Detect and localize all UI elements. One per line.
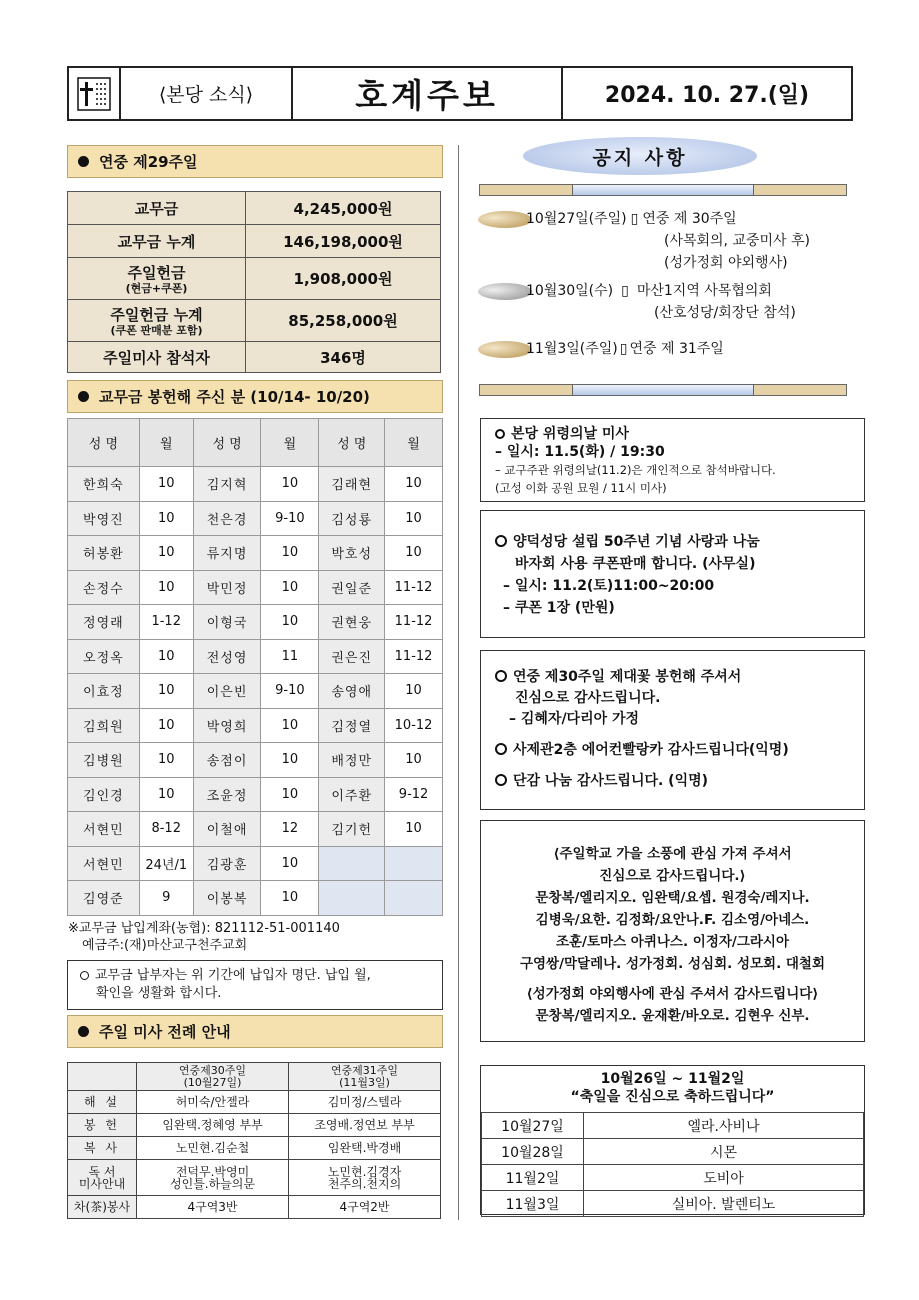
donor-name: 김지혁 — [193, 467, 261, 502]
header-category: ⟨본당 소식⟩ — [121, 68, 293, 119]
notice-text: 마산1지역 사목협의회 — [636, 283, 772, 299]
box1-line: – 일시: 11.5(화) / 19:30 — [495, 444, 665, 460]
liturgy-role: 차(茶)봉사 — [68, 1196, 137, 1219]
box2-line: – 일시: 11.2(토)11:00~20:00 — [503, 578, 715, 594]
offering-summary — [67, 191, 441, 373]
box1-line: – 교구주관 위령의날(11.2)은 개인적으로 참석바랍니다. — [495, 463, 776, 477]
table-row — [68, 777, 443, 812]
donor-name: 천은경 — [193, 501, 261, 536]
donor-month: 10 — [261, 570, 319, 605]
column-divider — [458, 145, 459, 1220]
donor-name: 이봉복 — [193, 881, 261, 916]
feast-names: 엘라.사비나 — [584, 1113, 864, 1139]
notice-item — [478, 338, 858, 360]
liturgy-week-name: 연중제31주일 — [330, 1063, 399, 1077]
liturgy-section-bar — [67, 1015, 443, 1048]
circle-bullet-icon — [495, 535, 507, 547]
donor-month: 10 — [139, 536, 193, 571]
feast-header — [481, 1066, 864, 1112]
feast-period: 10월26일 ~ 11월2일 — [600, 1071, 745, 1087]
bullet-icon — [78, 391, 89, 402]
box1-line: (고성 이화 공원 묘원 / 11시 미사) — [495, 481, 667, 495]
donor-name: 이주환 — [319, 777, 385, 812]
donor-section-title: 교무금 봉헌해 주신 분 (10/14- 10/20) — [99, 388, 370, 406]
notice-sub: (사목회의, 교중미사 후) — [664, 233, 810, 249]
pill-icon — [478, 283, 532, 300]
donor-month: 10 — [385, 501, 443, 536]
circle-bullet-icon — [80, 971, 89, 980]
donor-month: 10 — [261, 881, 319, 916]
donor-month: 24년/1 — [139, 846, 193, 881]
box3-line: – 김혜자/다리아 가정 — [509, 711, 640, 727]
liturgy-cell: 임완택.박경배 — [289, 1137, 441, 1160]
donor-name: 배정만 — [319, 743, 385, 778]
liturgy-role: 해 설 — [68, 1091, 137, 1114]
thanks-box — [480, 650, 865, 810]
donor-month: 10 — [261, 605, 319, 640]
donor-month: 10 — [261, 777, 319, 812]
circle-bullet-icon — [495, 774, 507, 786]
pill-icon — [478, 341, 532, 358]
liturgy-cell: 성인틀.하늘의문 — [170, 1176, 255, 1191]
donor-name: 전성영 — [193, 639, 261, 674]
donor-name: 김인경 — [68, 777, 140, 812]
summary-value: 346명 — [246, 342, 441, 373]
table-row — [68, 881, 443, 916]
box2-line: – 쿠폰 1장 (만원) — [503, 600, 615, 616]
donor-note-line: 교무금 납부자는 위 기간에 납입자 명단. 납입 월, — [95, 968, 371, 983]
donor-name: 박민정 — [193, 570, 261, 605]
liturgy-role: 복 사 — [68, 1137, 137, 1160]
donor-name: 송영애 — [319, 674, 385, 709]
feast-names: 도비아 — [584, 1165, 864, 1191]
donor-month: 10 — [139, 743, 193, 778]
bazaar-box — [480, 510, 865, 638]
donor-table — [67, 418, 443, 916]
donor-name: 권현웅 — [319, 605, 385, 640]
account-line: ※교무금 납입계좌(농협): 821112-51-001140 — [68, 921, 340, 936]
notice-title: 공지 사항 — [523, 137, 757, 175]
notice-item — [478, 208, 858, 230]
empty-cell — [68, 1063, 137, 1091]
donor-month: 9-12 — [385, 777, 443, 812]
feast-date: 10월28일 — [482, 1139, 584, 1165]
donor-month: 10 — [139, 708, 193, 743]
donor-month: 1-12 — [139, 605, 193, 640]
donor-name: 이철애 — [193, 812, 261, 847]
notice-date: 10월30일(수) — [526, 283, 614, 299]
liturgy-week-date: (11월3일) — [339, 1075, 390, 1089]
col-header: 성 명 — [193, 419, 261, 467]
summary-label: 주일헌금 누계 — [110, 306, 203, 324]
liturgy-week-date: (10월27일) — [183, 1075, 242, 1089]
feast-date: 11월2일 — [482, 1165, 584, 1191]
col-header: 월 — [139, 419, 193, 467]
empty-cell — [319, 881, 385, 916]
donor-month: 12 — [261, 812, 319, 847]
summary-label: 주일헌금 — [127, 264, 186, 282]
donor-month: 10 — [139, 674, 193, 709]
box4-line: 김병욱/요한. 김정화/요안나.F. 김소영/아네스. — [535, 912, 810, 928]
liturgy-role: 봉 헌 — [68, 1114, 137, 1137]
table-row — [68, 812, 443, 847]
donor-note-box — [67, 960, 443, 1010]
box3-line: 사제관2층 에어컨빨랑카 감사드립니다(익명) — [513, 742, 789, 758]
col-header: 성 명 — [68, 419, 140, 467]
liturgy-cell: 노민현.김순철 — [137, 1137, 289, 1160]
summary-value: 4,245,000원 — [246, 192, 441, 225]
empty-cell — [319, 846, 385, 881]
donor-month: 9 — [139, 881, 193, 916]
week-section-bar — [67, 145, 443, 178]
summary-label: 교무금 누계 — [68, 225, 246, 258]
donor-month: 10 — [261, 708, 319, 743]
box3-line: 진심으로 감사드립니다. — [515, 690, 661, 706]
week-section-title: 연중 제29주일 — [99, 153, 198, 171]
col-header: 성 명 — [319, 419, 385, 467]
donor-name: 김영준 — [68, 881, 140, 916]
bullet-icon — [78, 156, 89, 167]
donor-month: 10 — [139, 501, 193, 536]
donor-month: 10 — [139, 777, 193, 812]
liturgy-cell: 천주의.천지의 — [327, 1176, 402, 1191]
donor-note-line: 확인을 생활화 합시다. — [96, 986, 222, 1001]
donor-name: 손정수 — [68, 570, 140, 605]
school-thanks-box — [480, 820, 865, 1042]
donor-name: 정영래 — [68, 605, 140, 640]
donor-month: 10 — [385, 743, 443, 778]
donor-month: 10 — [385, 674, 443, 709]
donor-month: 11-12 — [385, 570, 443, 605]
donor-month: 10 — [385, 536, 443, 571]
notice-sub: (산호성당/회장단 참석) — [654, 305, 796, 321]
empty-cell — [385, 881, 443, 916]
liturgy-cell: 4구역2반 — [289, 1196, 441, 1219]
donor-name: 김래현 — [319, 467, 385, 502]
box2-line: 양덕성당 설립 50주년 기념 사랑과 나눔 — [513, 534, 760, 550]
liturgy-cell: 4구역3반 — [137, 1196, 289, 1219]
pill-icon — [478, 211, 532, 228]
feast-box — [480, 1065, 865, 1215]
notice-item — [478, 280, 858, 302]
box1-title: 본당 위령의날 미사 — [511, 426, 629, 442]
account-holder: 예금주:(재)마산교구천주교회 — [82, 938, 248, 953]
donor-name: 이은빈 — [193, 674, 261, 709]
liturgy-week-name: 연중제30주일 — [178, 1063, 247, 1077]
donor-name: 김광훈 — [193, 846, 261, 881]
table-row — [68, 674, 443, 709]
table-row — [68, 708, 443, 743]
donor-name: 김기헌 — [319, 812, 385, 847]
notice-text: 연중 제 30주일 — [642, 211, 737, 227]
notice-date: 10월27일(주일) — [526, 211, 627, 227]
donor-month: 11-12 — [385, 605, 443, 640]
bulletin-date: 2024. 10. 27.(일) — [604, 83, 810, 108]
donor-name: 조윤정 — [193, 777, 261, 812]
table-row — [68, 846, 443, 881]
circle-bullet-icon — [495, 670, 507, 682]
box2-line: 바자회 사용 쿠폰판매 합니다. (사무실) — [515, 556, 756, 572]
summary-sublabel: (쿠폰 판매분 포함) — [110, 324, 203, 337]
donor-name: 김정열 — [319, 708, 385, 743]
notice-date: 11월3일(주일) — [526, 341, 618, 357]
col-header: 월 — [385, 419, 443, 467]
box4-line: 문창복/엘리지오. 임완택/요셉. 원경숙/레지나. — [535, 890, 810, 906]
donor-name: 김희원 — [68, 708, 140, 743]
summary-label: 교무금 — [68, 192, 246, 225]
liturgy-role: 독 서 — [88, 1164, 116, 1179]
notice-bar-top — [479, 184, 847, 196]
donor-name: 한희숙 — [68, 467, 140, 502]
summary-value: 85,258,000원 — [246, 300, 441, 342]
missing-glyph-icon: ▯ — [619, 341, 628, 357]
feast-names: 실비아. 발렌티노 — [584, 1191, 864, 1217]
donor-month: 10 — [139, 570, 193, 605]
feast-date: 11월3일 — [482, 1191, 584, 1217]
summary-value: 146,198,000원 — [246, 225, 441, 258]
donor-name: 서현민 — [68, 846, 140, 881]
liturgy-cell: 임완택.정혜영 부부 — [137, 1114, 289, 1137]
circle-bullet-icon — [495, 743, 507, 755]
table-row — [68, 605, 443, 640]
notice-list — [478, 208, 858, 360]
liturgy-section-title: 주일 미사 전례 안내 — [99, 1023, 231, 1041]
account-info — [68, 920, 340, 954]
donor-month: 10-12 — [385, 708, 443, 743]
missing-glyph-icon: ▯ — [621, 283, 629, 299]
parish-logo — [69, 68, 121, 119]
donor-name: 이효정 — [68, 674, 140, 709]
table-row — [68, 536, 443, 571]
summary-sublabel: (현금+쿠폰) — [125, 282, 188, 295]
feast-names: 시몬 — [584, 1139, 864, 1165]
summary-value: 1,908,000원 — [246, 258, 441, 300]
notice-sub: (성가정회 야외행사) — [664, 255, 788, 271]
box4-line: 조훈/토마스 아퀴나스. 이정자/그라시아 — [555, 934, 790, 950]
box4-line: 문창복/엘리지오. 윤재환/바오로. 김현우 신부. — [535, 1008, 810, 1024]
liturgy-cell: 노민현.김경자 — [327, 1164, 402, 1179]
missing-glyph-icon: ▯ — [630, 211, 639, 227]
table-row — [68, 501, 443, 536]
feast-table — [481, 1112, 864, 1217]
donor-month: 9-10 — [261, 501, 319, 536]
donor-name: 박영진 — [68, 501, 140, 536]
box4-line: ⟨성가정회 야외행사에 관심 주셔서 감사드립니다⟩ — [526, 986, 819, 1002]
donor-month: 10 — [261, 467, 319, 502]
box4-line: 진심으로 감사드립니다.⟩ — [599, 868, 746, 884]
box3-line: 연중 제30주일 제대꽃 봉헌해 주셔서 — [513, 669, 742, 685]
donor-name: 허봉환 — [68, 536, 140, 571]
liturgy-table — [67, 1062, 441, 1219]
table-row — [68, 570, 443, 605]
liturgy-cell: 허미숙/안젤라 — [137, 1091, 289, 1114]
donor-name: 김성룡 — [319, 501, 385, 536]
box4-line: 구영쌍/막달레나. 성가정회. 성심회. 성모회. 대철회 — [519, 956, 826, 972]
liturgy-role: 미사안내 — [78, 1176, 126, 1191]
donor-month: 10 — [139, 639, 193, 674]
donor-name: 이형국 — [193, 605, 261, 640]
feast-greeting: “축일을 진심으로 축하드립니다” — [570, 1089, 775, 1105]
feast-date: 10월27일 — [482, 1113, 584, 1139]
bulletin-header — [67, 66, 853, 121]
table-row — [68, 467, 443, 502]
donor-section-bar — [67, 380, 443, 413]
donor-name: 송점이 — [193, 743, 261, 778]
table-row — [68, 743, 443, 778]
donor-month: 10 — [139, 467, 193, 502]
donor-name: 류지명 — [193, 536, 261, 571]
liturgy-cell: 김미정/스텔라 — [289, 1091, 441, 1114]
memorial-mass-box — [480, 418, 865, 502]
donor-name: 서현민 — [68, 812, 140, 847]
box3-line: 단감 나눔 감사드립니다. (익명) — [513, 773, 709, 789]
donor-month: 10 — [261, 846, 319, 881]
box4-line: ⟨주일학교 가을 소풍에 관심 가져 주셔서 — [553, 846, 792, 862]
col-header: 월 — [261, 419, 319, 467]
donor-name: 김병원 — [68, 743, 140, 778]
donor-month: 10 — [261, 743, 319, 778]
notice-bar-bottom — [479, 384, 847, 396]
liturgy-cell: 전덕무.박영미 — [175, 1164, 250, 1179]
donor-month: 10 — [385, 467, 443, 502]
notice-text: 연중 제 31주일 — [629, 341, 724, 357]
bulletin-title: 호계주보 — [293, 68, 563, 119]
donor-name: 박호성 — [319, 536, 385, 571]
table-row — [68, 639, 443, 674]
donor-name: 오정옥 — [68, 639, 140, 674]
donor-month: 11 — [261, 639, 319, 674]
donor-name: 박영희 — [193, 708, 261, 743]
donor-month: 8-12 — [139, 812, 193, 847]
donor-month: 10 — [385, 812, 443, 847]
summary-label: 주일미사 참석자 — [68, 342, 246, 373]
donor-month: 9-10 — [261, 674, 319, 709]
empty-cell — [385, 846, 443, 881]
bullet-icon — [78, 1026, 89, 1037]
logo-icon — [77, 77, 111, 111]
liturgy-cell: 조영배.정연보 부부 — [289, 1114, 441, 1137]
donor-month: 10 — [261, 536, 319, 571]
circle-bullet-icon — [495, 429, 505, 439]
donor-month: 11-12 — [385, 639, 443, 674]
donor-name: 권은진 — [319, 639, 385, 674]
donor-name: 권일준 — [319, 570, 385, 605]
